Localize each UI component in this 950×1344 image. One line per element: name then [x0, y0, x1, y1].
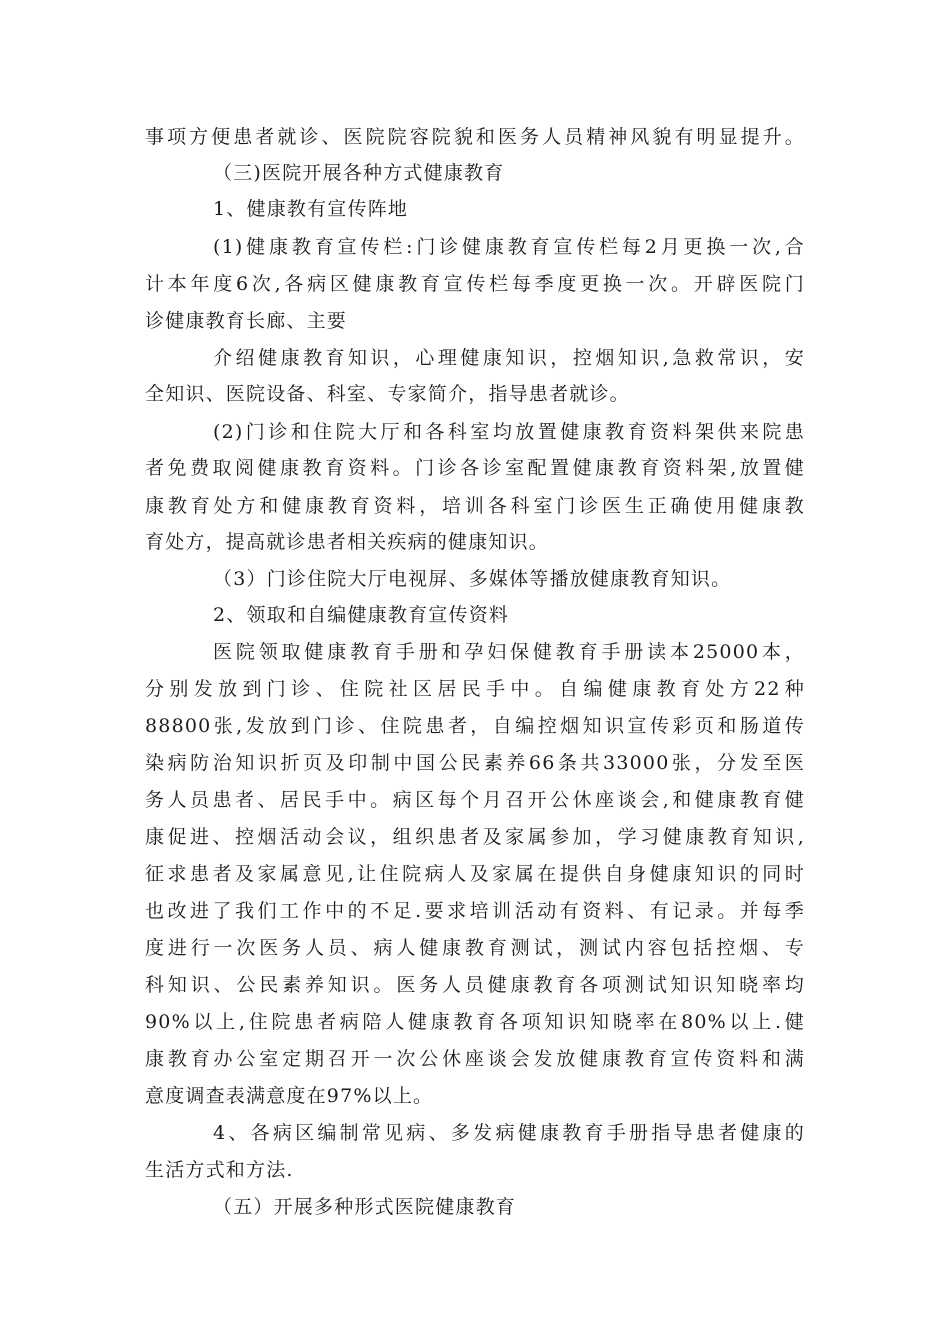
text-line: 务人员患者、居民手中。病区每个月召开公休座谈会,和健康教育健: [145, 789, 805, 811]
text-line: （3）门诊住院大厅电视屏、多媒体等播放健康教育知识。: [213, 568, 732, 590]
text-line: 征求患者及家属意见,让住院病人及家属在提供自身健康知识的同时: [145, 863, 805, 885]
text-line: 生活方式和方法.: [145, 1159, 294, 1181]
text-line: 4、各病区编制常见病、多发病健康教育手册指导患者健康的: [213, 1122, 805, 1144]
text-line: 全知识、医院设备、科室、专家简介，指导患者就诊。: [145, 383, 630, 405]
subsection-heading: 2、领取和自编健康教育宣传资料: [213, 604, 510, 626]
text-line: 康促进、控烟活动会议，组织患者及家属参加，学习健康教育知识,: [145, 826, 805, 848]
text-line: 事项方便患者就诊、医院院容院貌和医务人员精神风貌有明显提升。: [145, 126, 805, 148]
text-line: 意度调查表满意度在97%以上。: [145, 1085, 434, 1107]
text-line: 康教育处方和健康教育资料，培训各科室门诊医生正确使用健康教: [145, 495, 805, 517]
text-line: 康教育办公室定期召开一次公休座谈会发放健康教育宣传资料和满: [145, 1048, 805, 1070]
text-line: 介绍健康教育知识，心理健康知识，控烟知识,急救常识，安: [213, 347, 805, 369]
subsection-heading: 1、健康教有宣传阵地: [213, 198, 409, 220]
section-heading: （五）开展多种形式医院健康教育: [213, 1196, 517, 1218]
text-line: 科知识、公民素养知识。医务人员健康教育各项测试知识知晓率均: [145, 974, 805, 996]
text-line: 90%以上,住院患者病陪人健康教育各项知识知晓率在80%以上.健: [145, 1011, 805, 1033]
text-line: 诊健康教育长廊、主要: [145, 310, 348, 332]
text-line: (1)健康教育宣传栏:门诊健康教育宣传栏每2月更换一次,合: [213, 236, 805, 258]
text-line: 染病防治知识折页及印制中国公民素养66条共33000张，分发至医: [145, 752, 805, 774]
text-line: 88800张,发放到门诊、住院患者，自编控烟知识宣传彩页和肠道传: [145, 715, 805, 737]
text-line: 计本年度6次,各病区健康教育宣传栏每季度更换一次。开辟医院门: [145, 273, 805, 295]
text-line: 也改进了我们工作中的不足.要求培训活动有资料、有记录。并每季: [145, 900, 805, 922]
text-line: (2)门诊和住院大厅和各科室均放置健康教育资料架供来院患: [213, 421, 805, 443]
text-line: 者免费取阅健康教育资料。门诊各诊室配置健康教育资料架,放置健: [145, 457, 805, 479]
text-line: 分别发放到门诊、住院社区居民手中。自编健康教育处方22种: [145, 678, 805, 700]
section-heading: （三)医院开展各种方式健康教育: [213, 162, 505, 184]
text-line: 医院领取健康教育手册和孕妇保健教育手册读本25000本，: [213, 641, 805, 663]
text-line: 度进行一次医务人员、病人健康教育测试，测试内容包括控烟、专: [145, 937, 805, 959]
text-line: 育处方，提高就诊患者相关疾病的健康知识。: [145, 531, 550, 553]
